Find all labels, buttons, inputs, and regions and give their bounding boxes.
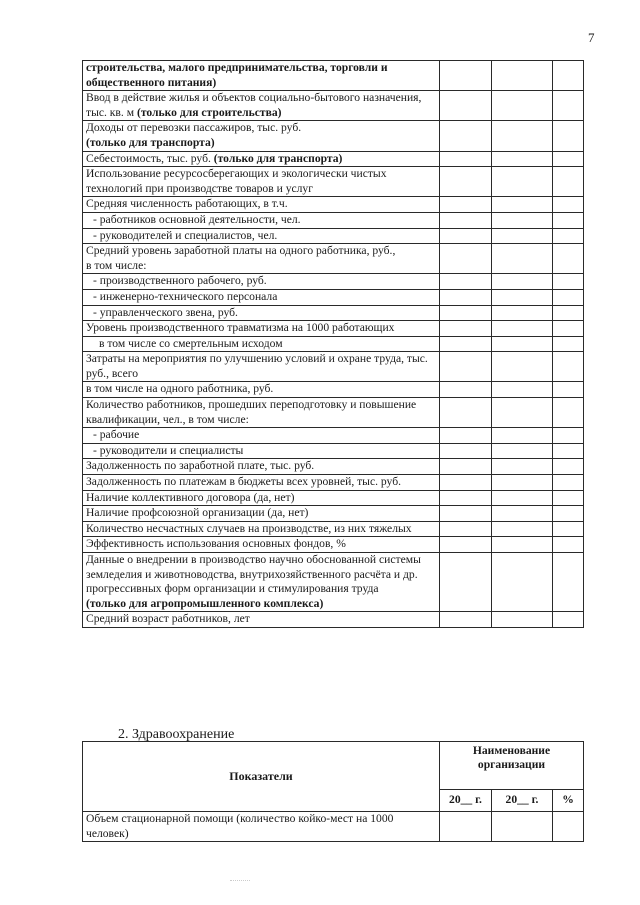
value-cell-year-1[interactable] bbox=[440, 612, 492, 628]
indicator-text: Ввод в действие жилья и объектов социально-бытового назначения, тыс. кв. м bbox=[86, 91, 422, 119]
table-row bbox=[83, 475, 584, 491]
value-cell-year-2[interactable] bbox=[492, 212, 553, 228]
value-cell-year-1[interactable] bbox=[440, 321, 492, 337]
table-row bbox=[83, 443, 584, 459]
value-cell-year-1[interactable] bbox=[440, 459, 492, 475]
value-cell-percent[interactable] bbox=[553, 382, 584, 398]
indicator-label bbox=[83, 553, 440, 612]
value-cell-percent[interactable] bbox=[553, 612, 584, 628]
indicator-text: Себестоимость, тыс. руб. bbox=[86, 151, 211, 165]
indicator-label bbox=[83, 612, 440, 628]
value-cell-year-1[interactable] bbox=[440, 274, 492, 290]
indicator-label bbox=[83, 443, 440, 459]
indicator-text: Наличие коллективного договора (да, нет) bbox=[86, 490, 295, 504]
value-cell-year-2[interactable] bbox=[492, 274, 553, 290]
value-cell-year-1[interactable] bbox=[440, 352, 492, 382]
table-row bbox=[83, 336, 584, 352]
value-cell-percent[interactable] bbox=[553, 274, 584, 290]
section-title-healthcare: 2. Здравоохранение bbox=[118, 727, 235, 742]
indicator-text: Доходы от перевозки пассажиров, тыс. руб. bbox=[86, 121, 302, 135]
value-cell-percent[interactable] bbox=[553, 336, 584, 352]
indicator-label bbox=[83, 521, 440, 537]
value-cell-percent[interactable] bbox=[553, 459, 584, 475]
table-row bbox=[83, 91, 584, 121]
indicator-label bbox=[83, 151, 440, 167]
table-row bbox=[83, 398, 584, 428]
value-cell-year-2[interactable] bbox=[492, 428, 553, 444]
indicator-label bbox=[83, 61, 440, 91]
indicator-label bbox=[83, 382, 440, 398]
value-cell-percent[interactable] bbox=[553, 289, 584, 305]
indicator-text: Количество несчастных случаев на производстве, из них тяжелых bbox=[86, 521, 412, 535]
value-cell-percent[interactable] bbox=[553, 428, 584, 444]
indicator-text: Задолженность по платежам в бюджеты всех уровней, тыс. руб. bbox=[86, 475, 402, 489]
value-cell-year-2[interactable] bbox=[492, 612, 553, 628]
indicator-label bbox=[83, 490, 440, 506]
value-cell-year-1[interactable] bbox=[440, 553, 492, 612]
value-cell-percent[interactable] bbox=[553, 553, 584, 612]
indicator-text: Средний возраст работников, лет bbox=[86, 612, 250, 626]
indicator-label bbox=[83, 428, 440, 444]
indicator-text: - рабочие bbox=[93, 428, 140, 442]
value-cell-year-2[interactable] bbox=[492, 336, 553, 352]
value-cell-percent[interactable] bbox=[553, 305, 584, 321]
indicator-text: в том числе: bbox=[86, 258, 147, 272]
table-row bbox=[83, 459, 584, 475]
value-cell-year-1[interactable] bbox=[440, 443, 492, 459]
indicator-label bbox=[83, 274, 440, 290]
indicator-scope-note: (только для строительства) bbox=[136, 105, 282, 119]
indicator-label bbox=[83, 459, 440, 475]
indicator-text: Задолженность по заработной плате, тыс. руб. bbox=[86, 459, 315, 473]
header-year-2: 20__ г. bbox=[492, 790, 553, 812]
value-cell-percent[interactable] bbox=[553, 244, 584, 274]
value-cell-percent[interactable] bbox=[553, 475, 584, 491]
value-cell-year-1[interactable] bbox=[440, 382, 492, 398]
indicator-text: в том числе со смертельным исходом bbox=[99, 336, 283, 350]
value-cell-year-1[interactable] bbox=[440, 289, 492, 305]
header-organization-name: Наименование организации bbox=[440, 742, 584, 790]
value-cell-year-1[interactable] bbox=[440, 336, 492, 352]
value-cell-percent[interactable] bbox=[553, 197, 584, 213]
value-cell-year-2[interactable] bbox=[492, 197, 553, 213]
table-row bbox=[83, 352, 584, 382]
table-row bbox=[83, 228, 584, 244]
indicator-text: Эффективность использования основных фондов, % bbox=[86, 537, 346, 551]
value-cell-year-2[interactable] bbox=[492, 121, 553, 151]
table-row bbox=[83, 521, 584, 537]
value-cell-year-1[interactable] bbox=[440, 121, 492, 151]
indicator-text: строительства, малого предпринимательства, торговли и общественного питания) bbox=[86, 61, 388, 89]
value-cell-year-2[interactable] bbox=[492, 151, 553, 167]
indicator-text: Данные о внедрении в производство научно обоснованной системы земледелия и животноводства, внутрихозяйственного расчёта и др. прогрессивных форм организации и стимулирования труда bbox=[86, 553, 421, 596]
indicator-text: - руководителей и специалистов, чел. bbox=[93, 228, 278, 242]
table-row bbox=[83, 121, 584, 151]
table-row bbox=[83, 490, 584, 506]
indicators-table bbox=[82, 60, 584, 628]
value-cell-year-2[interactable] bbox=[492, 305, 553, 321]
value-cell-year-2[interactable] bbox=[492, 244, 553, 274]
indicator-label bbox=[83, 167, 440, 197]
value-cell-year-2[interactable] bbox=[492, 506, 553, 522]
indicator-label bbox=[83, 289, 440, 305]
value-cell-year-1[interactable] bbox=[440, 537, 492, 553]
indicator-label bbox=[83, 91, 440, 121]
indicator-label bbox=[83, 121, 440, 151]
value-cell-percent[interactable] bbox=[553, 352, 584, 382]
value-cell-year-2[interactable] bbox=[492, 382, 553, 398]
value-cell-year-1[interactable] bbox=[440, 521, 492, 537]
table-row bbox=[83, 151, 584, 167]
table-row bbox=[83, 167, 584, 197]
value-cell-year-2[interactable] bbox=[492, 61, 553, 91]
header-row bbox=[83, 742, 584, 790]
table-row bbox=[83, 553, 584, 612]
indicator-label bbox=[83, 212, 440, 228]
value-cell-year-1[interactable] bbox=[440, 151, 492, 167]
value-cell-year-1[interactable] bbox=[440, 428, 492, 444]
value-cell-year-2[interactable] bbox=[492, 228, 553, 244]
table-row bbox=[83, 612, 584, 628]
indicator-text: - инженерно-технического персонала bbox=[93, 289, 278, 303]
indicator-label bbox=[83, 352, 440, 382]
indicator-label bbox=[83, 228, 440, 244]
value-cell-percent[interactable] bbox=[553, 91, 584, 121]
value-cell-percent[interactable] bbox=[553, 321, 584, 337]
value-cell-year-1[interactable] bbox=[440, 305, 492, 321]
value-cell-year-2[interactable] bbox=[492, 475, 553, 491]
indicator-label bbox=[83, 197, 440, 213]
value-cell-percent[interactable] bbox=[553, 167, 584, 197]
page-number: 7 bbox=[588, 30, 595, 45]
table-row bbox=[83, 289, 584, 305]
table-row bbox=[83, 244, 584, 274]
value-cell-year-2[interactable] bbox=[492, 553, 553, 612]
indicator-text: Количество работников, прошедших переподготовку и повышение квалификации, чел., в том числе: bbox=[86, 398, 417, 426]
indicator-text: Средняя численность работающих, в т.ч. bbox=[86, 197, 288, 211]
indicator-label bbox=[83, 537, 440, 553]
value-cell-percent[interactable] bbox=[553, 490, 584, 506]
value-cell-year-2[interactable] bbox=[492, 321, 553, 337]
value-cell-year-2[interactable] bbox=[492, 443, 553, 459]
value-cell-year-2[interactable] bbox=[492, 352, 553, 382]
value-cell-year-1[interactable] bbox=[440, 398, 492, 428]
table-row bbox=[83, 212, 584, 228]
indicator-text: Средний уровень заработной платы на одного работника, руб., bbox=[86, 244, 396, 258]
header-indicators: Показатели bbox=[83, 742, 440, 812]
indicator-scope-note: (только для агропромышленного комплекса) bbox=[86, 596, 324, 610]
table-row bbox=[83, 197, 584, 213]
value-cell-percent[interactable] bbox=[553, 506, 584, 522]
healthcare-table bbox=[82, 741, 584, 842]
value-cell-percent[interactable] bbox=[553, 443, 584, 459]
value-cell-year-2[interactable] bbox=[492, 490, 553, 506]
value-cell-year-2[interactable] bbox=[492, 537, 553, 553]
table-row bbox=[83, 812, 584, 842]
value-cell-year-2[interactable] bbox=[492, 167, 553, 197]
indicator-text: - производственного рабочего, руб. bbox=[93, 274, 267, 288]
table-row bbox=[83, 321, 584, 337]
value-cell-percent[interactable] bbox=[553, 812, 584, 842]
indicator-scope-note: (только для транспорта) bbox=[213, 151, 343, 165]
header-year-1: 20__ г. bbox=[440, 790, 492, 812]
indicator-text: - работников основной деятельности, чел. bbox=[93, 212, 301, 226]
indicator-label bbox=[83, 506, 440, 522]
table-row bbox=[83, 382, 584, 398]
indicator-label bbox=[83, 321, 440, 337]
scan-artifact bbox=[230, 880, 250, 883]
indicator-text: Уровень производственного травматизма на 1000 работающих bbox=[86, 321, 395, 335]
indicator-label bbox=[83, 475, 440, 491]
indicator-text: - управленческого звена, руб. bbox=[93, 305, 238, 319]
indicator-text: в том числе на одного работника, руб. bbox=[86, 382, 274, 396]
value-cell-year-1[interactable] bbox=[440, 91, 492, 121]
value-cell-year-1[interactable] bbox=[440, 228, 492, 244]
value-cell-year-2[interactable] bbox=[492, 289, 553, 305]
indicator-label bbox=[83, 398, 440, 428]
indicator-label bbox=[83, 244, 440, 274]
indicator-text: Использование ресурсосберегающих и экологически чистых технологий при производстве товаров и услуг bbox=[86, 167, 387, 195]
value-cell-percent[interactable] bbox=[553, 212, 584, 228]
value-cell-year-1[interactable] bbox=[440, 197, 492, 213]
value-cell-year-2[interactable] bbox=[492, 812, 553, 842]
value-cell-year-1[interactable] bbox=[440, 61, 492, 91]
value-cell-year-1[interactable] bbox=[440, 167, 492, 197]
value-cell-percent[interactable] bbox=[553, 61, 584, 91]
value-cell-year-1[interactable] bbox=[440, 812, 492, 842]
indicator-text: Затраты на мероприятия по улучшению условий и охране труда, тыс. руб., всего bbox=[86, 352, 428, 380]
value-cell-year-2[interactable] bbox=[492, 521, 553, 537]
value-cell-year-2[interactable] bbox=[492, 398, 553, 428]
table-row bbox=[83, 305, 584, 321]
value-cell-percent[interactable] bbox=[553, 151, 584, 167]
value-cell-year-2[interactable] bbox=[492, 91, 553, 121]
value-cell-year-1[interactable] bbox=[440, 212, 492, 228]
value-cell-year-1[interactable] bbox=[440, 506, 492, 522]
table-row bbox=[83, 537, 584, 553]
table-row bbox=[83, 428, 584, 444]
header-percent: % bbox=[553, 790, 584, 812]
indicator-text: - руководители и специалисты bbox=[93, 443, 244, 457]
value-cell-percent[interactable] bbox=[553, 537, 584, 553]
table-row bbox=[83, 506, 584, 522]
value-cell-year-2[interactable] bbox=[492, 459, 553, 475]
indicator-label bbox=[83, 305, 440, 321]
value-cell-percent[interactable] bbox=[553, 228, 584, 244]
indicator-label: Объем стационарной помощи (количество койко-мест на 1000 человек) bbox=[83, 812, 440, 842]
table-row bbox=[83, 274, 584, 290]
indicator-text: Наличие профсоюзной организации (да, нет) bbox=[86, 506, 309, 520]
table-row bbox=[83, 61, 584, 91]
value-cell-year-1[interactable] bbox=[440, 244, 492, 274]
value-cell-percent[interactable] bbox=[553, 521, 584, 537]
value-cell-year-1[interactable] bbox=[440, 475, 492, 491]
value-cell-year-1[interactable] bbox=[440, 490, 492, 506]
indicator-label bbox=[83, 336, 440, 352]
value-cell-percent[interactable] bbox=[553, 398, 584, 428]
indicator-scope-note: (только для транспорта) bbox=[86, 135, 215, 149]
value-cell-percent[interactable] bbox=[553, 121, 584, 151]
